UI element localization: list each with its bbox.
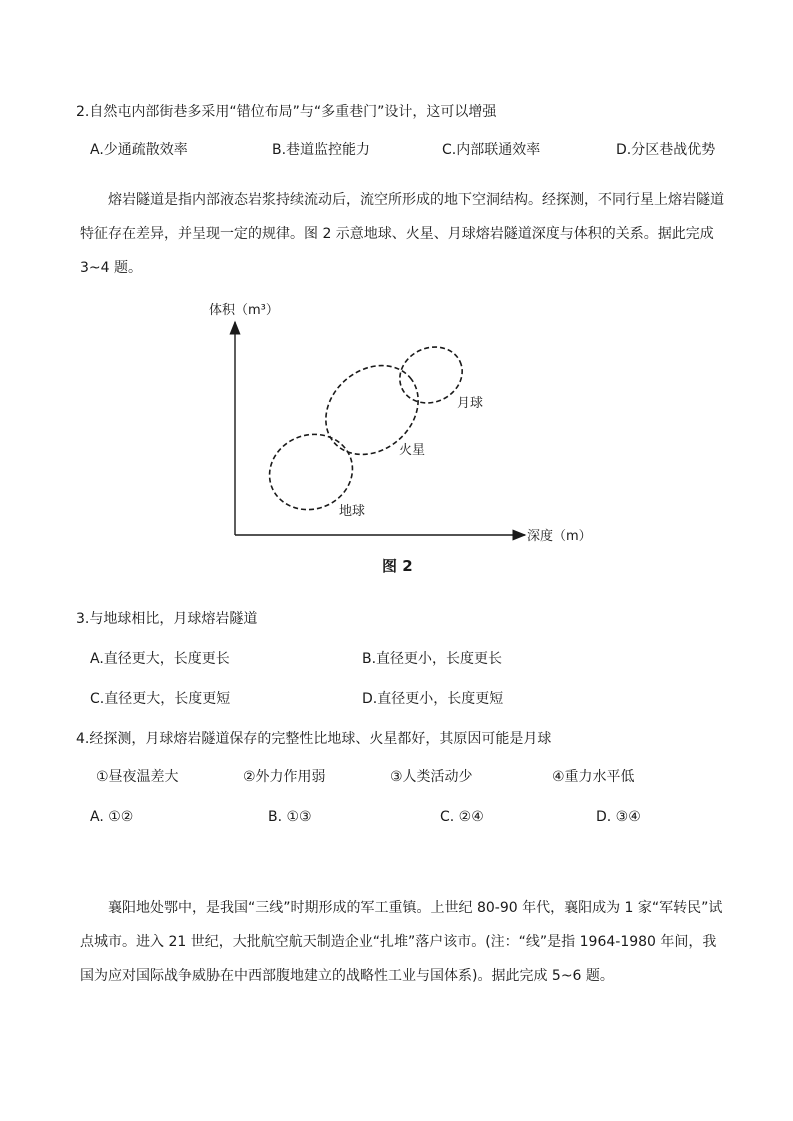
question-2-option-b[interactable]: B.巷道监控能力 [272,142,371,158]
question-2-option-d[interactable]: D.分区巷战优势 [616,142,716,158]
y-axis-label: 体积（m³） [209,303,279,318]
question-4-option-c[interactable]: C. ②④ [440,809,484,825]
question-2-stem: 2.自然屯内部街巷多采用“错位布局”与“多重巷门”设计，这可以增强 [76,104,497,120]
figure-caption: 图 2 [382,557,413,575]
earth-label: 地球 [339,504,366,519]
question-3-stem: 3.与地球相比，月球熔岩隧道 [76,611,258,627]
question-3-option-b[interactable]: B.直径更小，长度更长 [362,651,503,667]
question-4-item-4: ④重力水平低 [552,769,635,785]
xiangyang-intro: 襄阳地处鄂中，是我国“三线”时期形成的军工重镇。上世纪 80-90 年代，襄阳成为 1 家“军转民”试点城市。进入 21 世纪，大批航空航天制造企业“扎堆”落户该市。(注：“线”是指 1964-1980 年间，我国为应对国际战争威胁在中西部腹地建立的战略性工业与国体系)。据此完成 5~6 题。 [80,900,723,984]
question-2-option-a[interactable]: A.少通疏散效率 [90,142,188,158]
question-2-option-c[interactable]: C.内部联通效率 [442,142,541,158]
question-4-item-1: ①昼夜温差大 [96,769,179,785]
question-3-option-a[interactable]: A.直径更大，长度更长 [90,651,230,667]
moon-label: 月球 [457,396,484,411]
lava-tunnel-intro: 熔岩隧道是指内部液态岩浆持续流动后，流空所形成的地下空洞结构。经探测，不同行星上熔岩隧道特征存在差异，并呈现一定的规律。图 2 示意地球、火星、月球熔岩隧道深度与体积的关系。据此完成 3~4 题。 [80,192,724,276]
question-4-item-3: ③人类活动少 [390,769,473,785]
mars-label: 火星 [399,443,426,458]
question-4-stem: 4.经探测，月球熔岩隧道保存的完整性比地球、火星都好，其原因可能是月球 [76,731,552,747]
question-4-option-d[interactable]: D. ③④ [596,809,641,825]
x-axis-label: 深度（m） [527,529,592,544]
figure-2-diagram [195,292,595,552]
question-4-option-b[interactable]: B. ①③ [268,809,312,825]
question-3-option-c[interactable]: C.直径更大，长度更短 [90,691,231,707]
question-4-item-2: ②外力作用弱 [243,769,326,785]
question-4-option-a[interactable]: A. ①② [90,809,134,825]
question-3-option-d[interactable]: D.直径更小，长度更短 [362,691,504,707]
